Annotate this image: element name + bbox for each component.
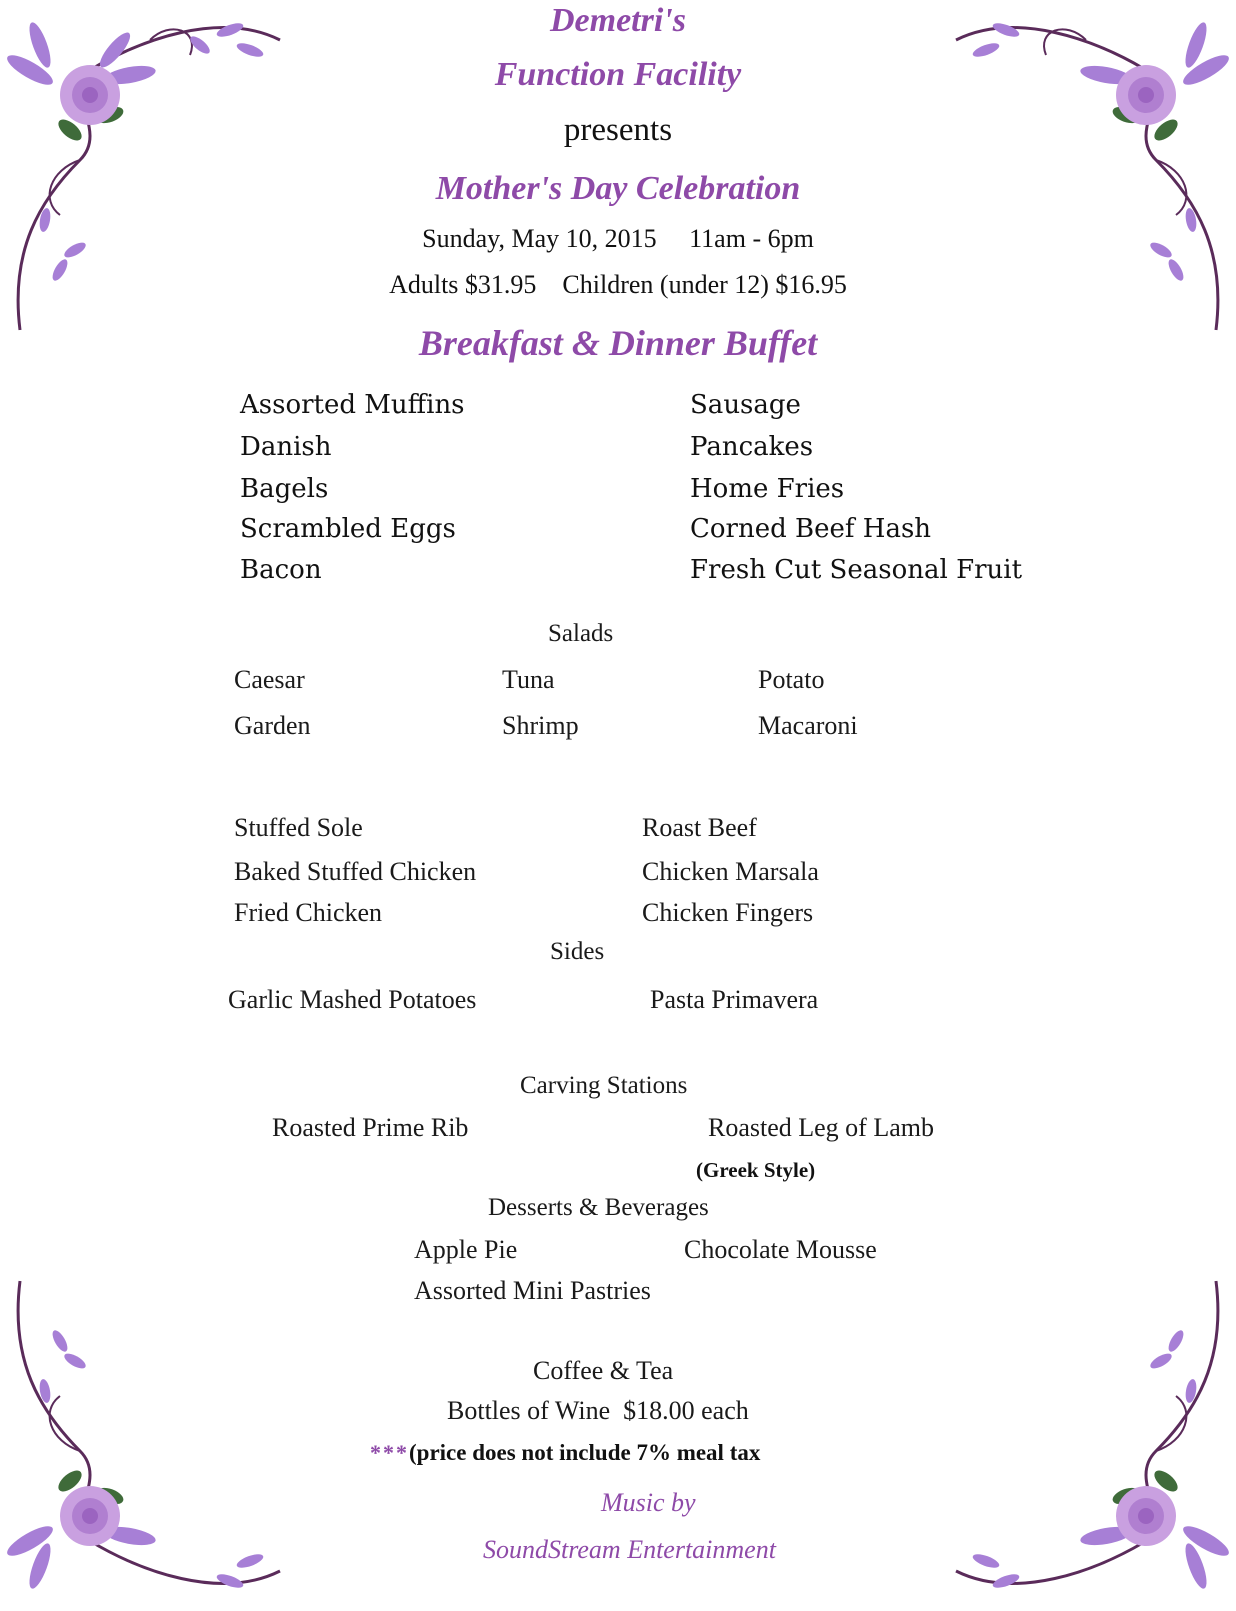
entree-item: Chicken Marsala — [642, 857, 819, 886]
salads-heading: Salads — [548, 620, 614, 647]
tax-asterisks: *** — [370, 1440, 409, 1465]
dessert-item: Assorted Mini Pastries — [414, 1276, 651, 1305]
entree-item: Roast Beef — [642, 813, 757, 842]
carving-item: Roasted Prime Rib — [272, 1113, 469, 1142]
music-by: Music by — [601, 1488, 696, 1517]
dessert-item: Apple Pie — [414, 1235, 518, 1264]
event-prices: Adults $31.95 Children (under 12) $16.95 — [389, 270, 847, 299]
breakfast-item: Scrambled Eggs — [240, 514, 456, 544]
breakfast-item: Bacon — [240, 555, 322, 585]
salad-item: Shrimp — [502, 711, 579, 740]
breakfast-item: Bagels — [240, 474, 329, 504]
carving-note: (Greek Style) — [696, 1158, 816, 1182]
side-item: Garlic Mashed Potatoes — [228, 985, 477, 1014]
entertainment-name: SoundStream Entertainment — [483, 1535, 776, 1564]
breakfast-item: Assorted Muffins — [240, 390, 465, 420]
buffet-title: Breakfast & Dinner Buffet — [418, 323, 818, 363]
side-item: Pasta Primavera — [650, 985, 819, 1014]
tax-note-line — [370, 1440, 760, 1466]
salad-item: Garden — [234, 711, 311, 740]
breakfast-item: Corned Beef Hash — [690, 514, 932, 544]
salad-item: Tuna — [502, 665, 555, 694]
desserts-heading: Desserts & Beverages — [488, 1194, 709, 1221]
salad-item: Caesar — [234, 665, 305, 694]
salad-item: Macaroni — [758, 711, 858, 740]
coffee-tea: Coffee & Tea — [533, 1356, 674, 1385]
breakfast-item: Fresh Cut Seasonal Fruit — [690, 555, 1023, 585]
event-date-time: Sunday, May 10, 2015 11am - 6pm — [422, 224, 814, 253]
tax-note: (price does not include 7% meal tax — [409, 1440, 761, 1465]
sides-heading: Sides — [550, 938, 605, 965]
floral-corner-bottom-right-icon — [936, 1271, 1236, 1611]
breakfast-item: Danish — [240, 432, 332, 462]
breakfast-item: Sausage — [690, 390, 801, 420]
venue-name-line2: Function Facility — [494, 56, 742, 93]
entree-item: Fried Chicken — [234, 898, 383, 927]
salad-item: Potato — [758, 665, 825, 694]
event-title: Mother's Day Celebration — [435, 170, 801, 207]
carving-heading: Carving Stations — [520, 1072, 688, 1099]
breakfast-item: Pancakes — [690, 432, 814, 462]
carving-item: Roasted Leg of Lamb — [708, 1113, 934, 1142]
entree-item: Baked Stuffed Chicken — [234, 857, 477, 886]
entree-item: Stuffed Sole — [234, 813, 363, 842]
wine-price: Bottles of Wine $18.00 each — [447, 1396, 749, 1425]
venue-name-line1: Demetri's — [550, 2, 686, 39]
dessert-item: Chocolate Mousse — [684, 1235, 877, 1264]
entree-item: Chicken Fingers — [642, 898, 814, 927]
presents-text: presents — [563, 112, 673, 148]
breakfast-item: Home Fries — [690, 474, 845, 504]
floral-corner-bottom-left-icon — [0, 1271, 300, 1611]
